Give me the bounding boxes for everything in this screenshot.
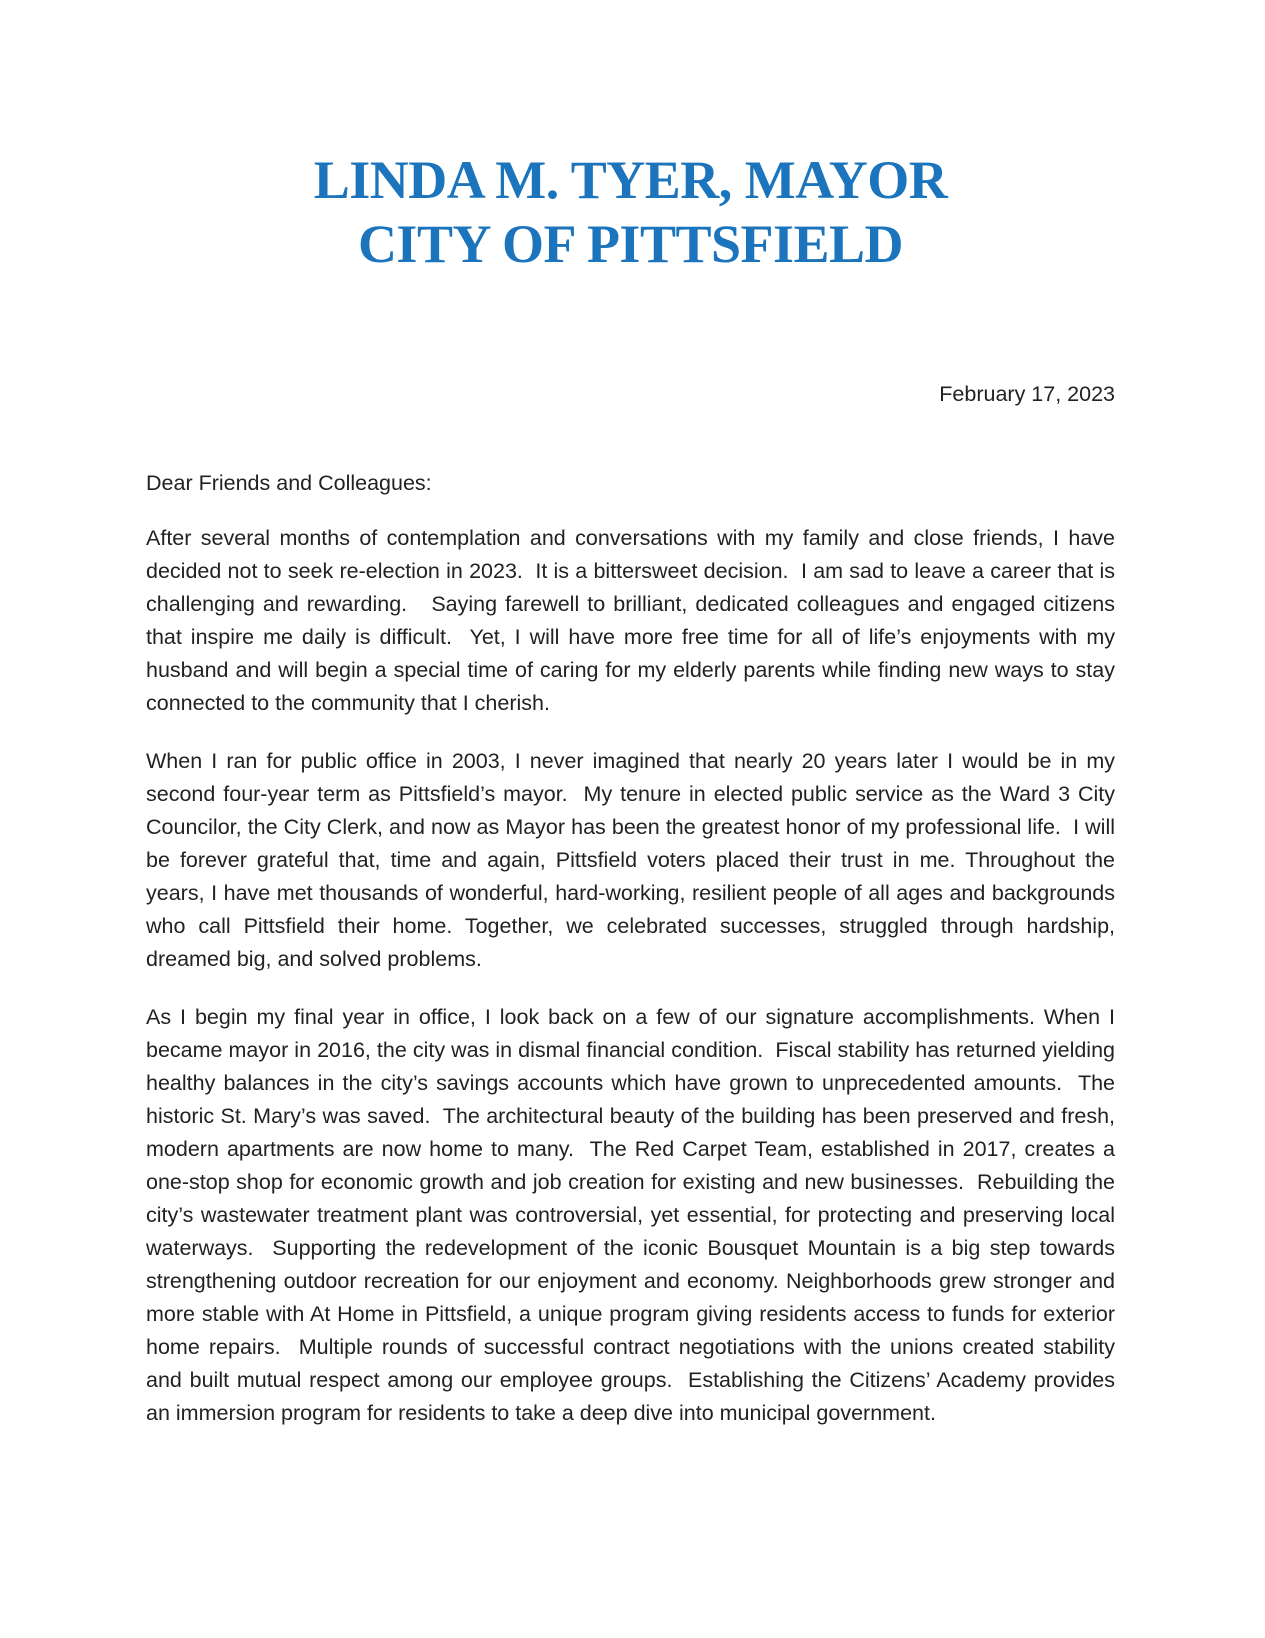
letterhead-name-title: LINDA M. TYER, MAYOR <box>313 150 948 210</box>
salutation: Dear Friends and Colleagues: <box>146 471 432 495</box>
letterhead <box>146 148 1115 276</box>
paragraph-announcement: After several months of contemplation and conversations with my family and close friends, I have decided not to seek re-election in 2023. It is a bittersweet decision. I am sad to leave a career that is challenging and rewarding. Saying farewell to brilliant, dedicated colleagues and engaged citizens that inspire me daily is difficult. Yet, I will have more free time for all of life’s enjoyments with my husband and will begin a special time of caring for my elderly parents while finding new ways to stay connected to the community that I cherish. <box>146 526 1121 715</box>
paragraph-accomplishments: As I begin my final year in office, I look back on a few of our signature accomplishments. When I became mayor in 2016, the city was in dismal financial condition. Fiscal stability has returned yielding healthy balances in the city’s savings accounts which have grown to unprecedented amounts. The historic St. Mary’s was saved. The architectural beauty of the building has been preserved and fresh, modern apartments are now home to many. The Red Carpet Team, established in 2017, creates a one-stop shop for economic growth and job creation for existing and new businesses. Rebuilding the city’s wastewater treatment plant was controversial, yet essential, for protecting and preserving local waterways. Supporting the redevelopment of the iconic Bousquet Mountain is a big step towards strengthening outdoor recreation for our enjoyment and economy. Neighborhoods grew stronger and more stable with At Home in Pittsfield, a unique program giving residents access to funds for exterior home repairs. Multiple rounds of successful contract negotiations with the unions created stability and built mutual respect among our employee groups. Establishing the Citizens’ Academy provides an immersion program for residents to take a deep dive into municipal government. <box>146 1005 1121 1425</box>
letter-date: February 17, 2023 <box>939 382 1115 406</box>
paragraph-career: When I ran for public office in 2003, I never imagined that nearly 20 years later I would be in my second four-year term as Pittsfield’s mayor. My tenure in elected public service as the Ward 3 City Councilor, the City Clerk, and now as Mayor has been the greatest honor of my professional life. I will be forever grateful that, time and again, Pittsfield voters placed their trust in me. Throughout the years, I have met thousands of wonderful, hard-working, resilient people of all ages and backgrounds who call Pittsfield their home. Together, we celebrated successes, struggled through hardship, dreamed big, and solved problems. <box>146 749 1121 971</box>
letterhead-city: CITY OF PITTSFIELD <box>357 214 904 274</box>
